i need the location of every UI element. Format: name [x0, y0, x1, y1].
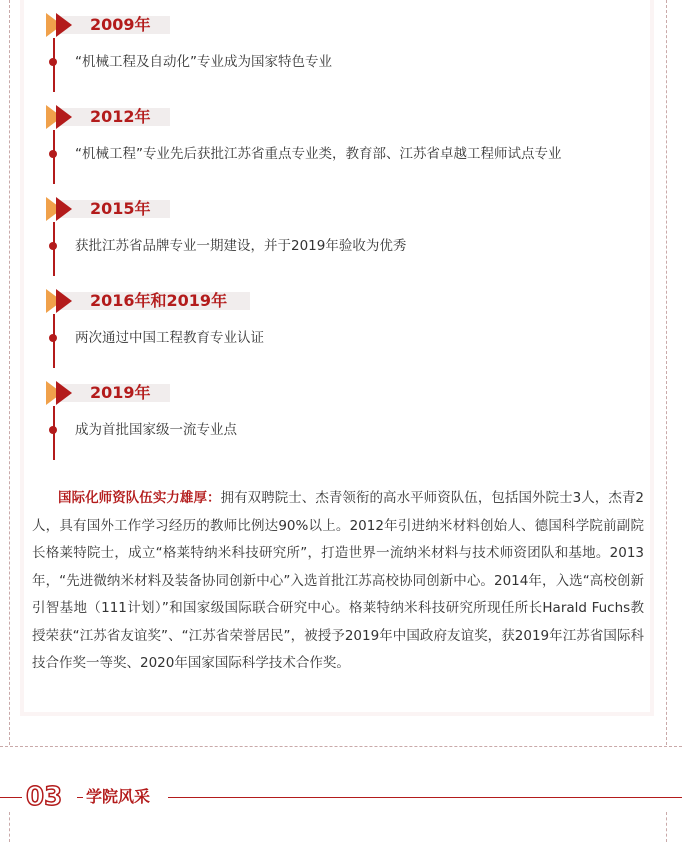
timeline-description: 成为首批国家级一流专业点 [75, 422, 237, 438]
timeline-year: 2012年 [90, 107, 151, 126]
faculty-heading: 国际化师资队伍实力雄厚： [58, 490, 221, 506]
timeline-year-row [46, 380, 646, 406]
timeline-description: 两次通过中国工程教育专业认证 [75, 330, 264, 346]
red-arrow-icon [56, 197, 72, 221]
section-title: 学院风采 [86, 787, 151, 806]
timeline-year-row [46, 288, 646, 314]
section-dash [77, 797, 83, 798]
timeline-dot-icon [49, 242, 57, 250]
red-arrow-icon [56, 289, 72, 313]
timeline-year: 2019年 [90, 383, 151, 402]
section-divider [0, 746, 682, 747]
timeline-dot-icon [49, 58, 57, 66]
faculty-paragraph [32, 485, 644, 678]
left-dashed-border [9, 0, 10, 745]
section-header [0, 781, 682, 815]
timeline-dot-icon [49, 334, 57, 342]
timeline-year-row [46, 196, 646, 222]
faculty-body: 拥有双聘院士、杰青领衔的高水平师资队伍，包括国外院士3人，杰青2人，具有国外工作学习经历的教师比例达90%以上。2012年引进纳米材料创始人、德国科学院前副院长格莱特院士，成立“格莱特纳米科技研究所”，打造世界一流纳米材料与技术师资团队和基地。2013年，“先进微纳米材料及装备协同创新中心”入选首批江苏高校协同创新中心。2014年，入选“高校创新引智基地（111计划）”和国家级国际联合研究中心。格莱特纳米科技研究所现任所长Harald Fuchs教授荣获“江苏省友谊奖”、“江苏省荣誉居民”，被授予2019年中国政府友谊奖，获2019年江苏省国际科技合作奖一等奖、2020年国家国际科学技术合作奖。 [32, 490, 645, 671]
timeline-description: “机械工程及自动化”专业成为国家特色专业 [75, 54, 332, 70]
timeline-description: 获批江苏省品牌专业一期建设，并于2019年验收为优秀 [75, 238, 407, 254]
timeline-description: “机械工程”专业先后获批江苏省重点专业类，教育部、江苏省卓越工程师试点专业 [75, 146, 562, 162]
timeline-year: 2015年 [90, 199, 151, 218]
section-rule-left [0, 797, 22, 798]
red-arrow-icon [56, 105, 72, 129]
section-rule-right [168, 797, 682, 798]
timeline-dot-icon [49, 426, 57, 434]
timeline-year-row [46, 12, 646, 38]
left-dashed-border-bottom [9, 812, 10, 842]
timeline-year-row [46, 104, 646, 130]
section-number: 03 [26, 782, 63, 812]
red-arrow-icon [56, 13, 72, 37]
timeline-year: 2009年 [90, 15, 151, 34]
right-dashed-border-bottom [666, 812, 667, 842]
red-arrow-icon [56, 381, 72, 405]
timeline-dot-icon [49, 150, 57, 158]
timeline-year: 2016年和2019年 [90, 291, 228, 310]
right-dashed-border [666, 0, 667, 745]
